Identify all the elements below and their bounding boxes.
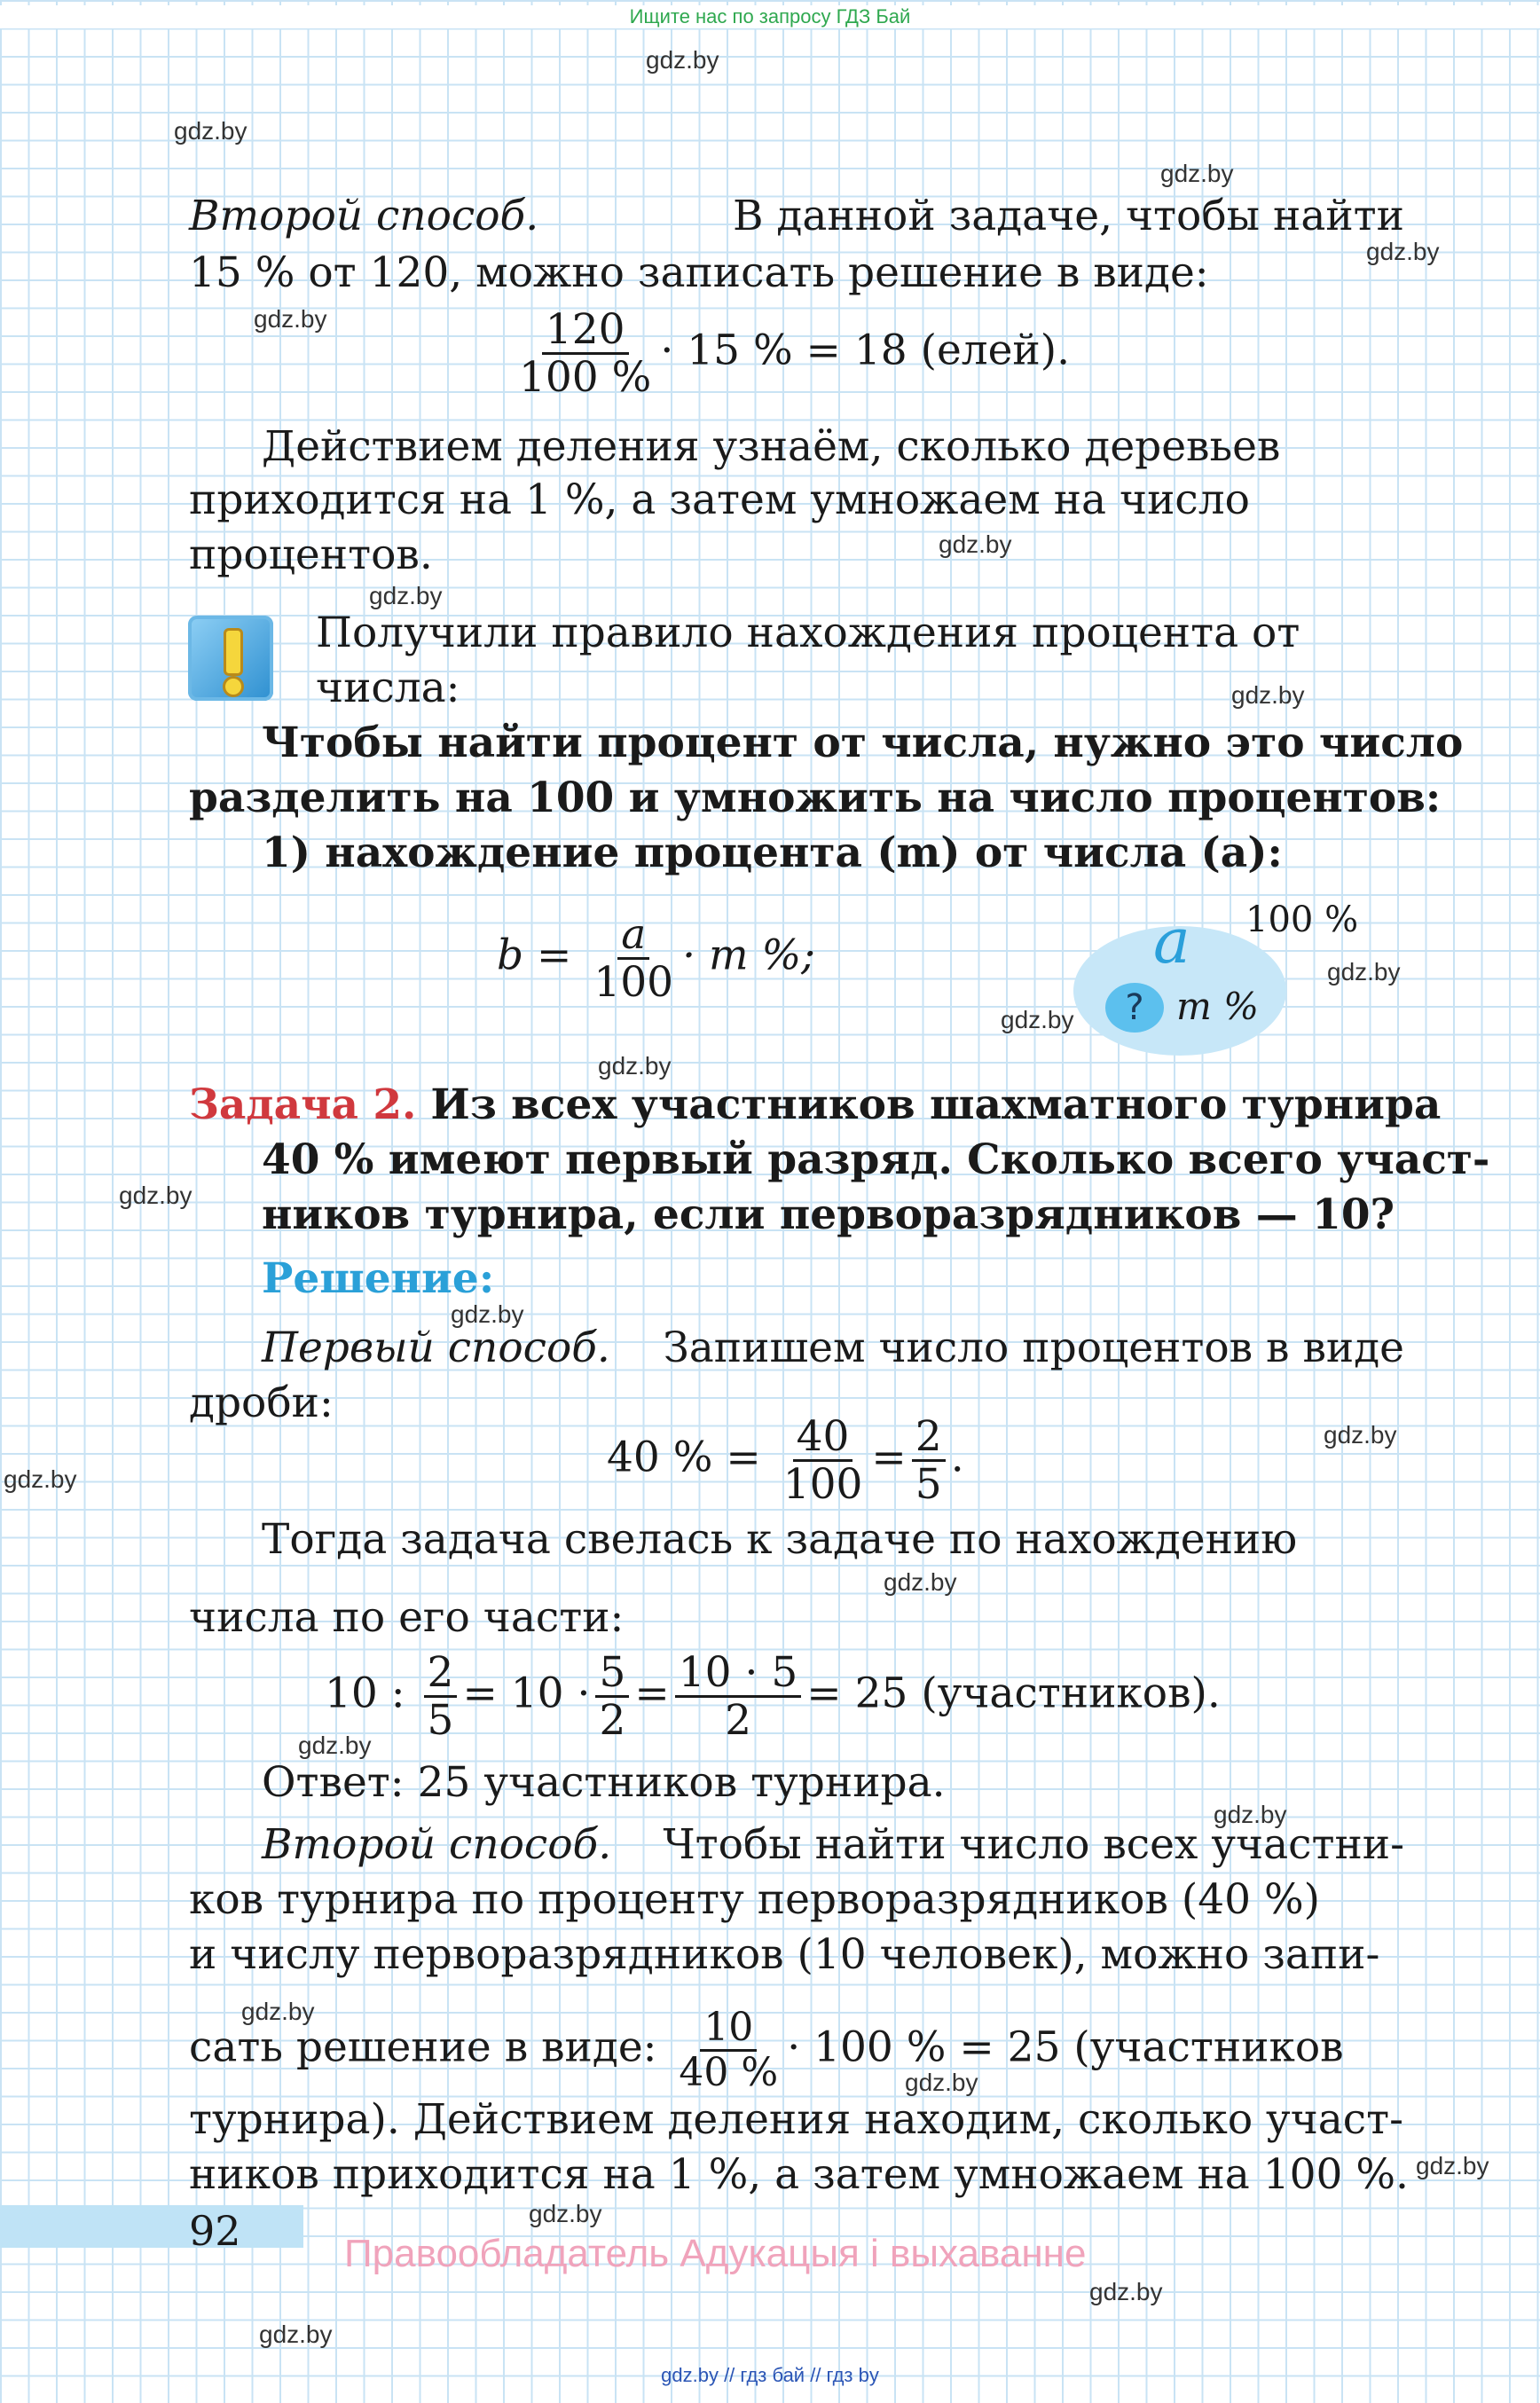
first-way-line1-rest: Запишем число процентов в виде xyxy=(663,1323,1404,1372)
rule-bold-line3: 1) нахождение процента (m) от числа (a): xyxy=(262,828,1283,877)
first-way-line3: Тогда задача свелась к задаче по нахождению xyxy=(262,1515,1298,1564)
task2-line1 xyxy=(189,1080,1442,1129)
fraction xyxy=(912,1412,946,1509)
formula-rule xyxy=(497,910,815,1007)
formula-lhs: b = xyxy=(497,931,572,980)
watermark: gdz.by xyxy=(939,530,1012,558)
numerator: 5 xyxy=(595,1652,629,1698)
watermark: gdz.by xyxy=(1366,238,1440,265)
watermark: gdz.by xyxy=(1089,2278,1163,2305)
numerator: a xyxy=(617,914,649,960)
equals: = xyxy=(871,1433,907,1482)
watermark: gdz.by xyxy=(174,117,248,145)
fraction xyxy=(515,305,655,402)
numerator: 120 xyxy=(542,309,629,355)
second-way-line1-rest: Чтобы найти число всех участни- xyxy=(663,1820,1404,1869)
exclamation-icon xyxy=(188,616,273,701)
watermark: gdz.by xyxy=(259,2321,333,2348)
denominator: 100 % xyxy=(519,353,652,402)
diagram-m: m % xyxy=(1176,985,1260,1028)
watermark: gdz.by xyxy=(598,1052,672,1080)
rule-bold-line1: Чтобы найти процент от числа, нужно это число xyxy=(262,719,1464,767)
watermark: gdz.by xyxy=(241,1998,315,2025)
first-way-lead: Первый способ. xyxy=(262,1323,610,1372)
para2-line2: приходится на 1 %, а затем умножаем на число xyxy=(189,475,1250,524)
denominator: 100 xyxy=(593,958,674,1007)
second-way-lead: Второй способ. xyxy=(189,192,539,240)
rule-bold-line2: разделить на 100 и умножить на число процентов: xyxy=(189,774,1442,822)
numerator: 10 · 5 xyxy=(675,1652,802,1698)
watermark: gdz.by xyxy=(1001,1006,1074,1033)
question-icon: ? xyxy=(1105,983,1164,1033)
calc-part: 10 : xyxy=(325,1669,405,1718)
fraction xyxy=(675,2005,782,2095)
watermark: gdz.by xyxy=(1214,1801,1287,1828)
denominator: 5 xyxy=(427,1696,454,1745)
numerator: 2 xyxy=(912,1416,946,1462)
first-way-line4: числа по его части: xyxy=(189,1593,625,1642)
denominator: 2 xyxy=(725,1696,751,1745)
calc-part: = 25 (участников). xyxy=(806,1669,1221,1718)
watermark: gdz.by xyxy=(884,1568,957,1596)
numerator: 10 xyxy=(700,2008,757,2052)
first-way-line2: дроби: xyxy=(189,1378,334,1427)
watermark: gdz.by xyxy=(1324,1421,1397,1449)
period: . xyxy=(950,1433,964,1482)
task2-label: Задача 2. xyxy=(189,1080,417,1129)
formula-1 xyxy=(510,305,1071,402)
fraction xyxy=(595,1648,629,1745)
page-number: 92 xyxy=(189,2207,241,2255)
denominator: 2 xyxy=(599,1696,626,1745)
denominator: 100 xyxy=(782,1460,863,1509)
second-way-line4 xyxy=(189,2005,1344,2095)
para1-line1 xyxy=(189,192,1404,240)
watermark: gdz.by xyxy=(1160,160,1234,187)
para2-line1: Действием деления узнаём, сколько деревьев xyxy=(262,422,1281,471)
solution-heading: Решение: xyxy=(262,1254,495,1303)
second-way-line6: ников приходится на 1 %, а затем умножаем на 100 %. xyxy=(189,2150,1409,2199)
para2-line3: процентов. xyxy=(189,530,433,579)
rule-line1: Получили правило нахождения процента от xyxy=(316,609,1300,657)
watermark: gdz.by xyxy=(451,1300,524,1328)
watermark: gdz.by xyxy=(1231,681,1305,709)
task2-line2: 40 % имеют первый разряд. Сколько всего участ- xyxy=(262,1135,1490,1184)
diagram-a: a xyxy=(1153,905,1190,978)
fraction xyxy=(675,1648,802,1745)
top-banner: Ищите нас по запросу ГДЗ Бай xyxy=(0,5,1540,28)
numerator: 40 xyxy=(793,1416,853,1462)
second-way-line3: и числу перворазрядников (10 человек), можно запи- xyxy=(189,1930,1380,1979)
watermark: gdz.by xyxy=(4,1465,77,1493)
task2-line3: ников турнира, если перворазрядников — 10? xyxy=(262,1190,1395,1239)
bottom-banner: gdz.by // гдз бай // гдз by xyxy=(661,2364,879,2386)
rule-line2: числа: xyxy=(316,664,460,712)
task2-line1-text: Из всех участников шахматного турнира xyxy=(430,1080,1442,1129)
calc-part: = xyxy=(634,1669,670,1718)
watermark: gdz.by xyxy=(646,46,719,74)
watermark: gdz.by xyxy=(298,1732,372,1759)
para1-line1-rest: В данной задаче, чтобы найти xyxy=(732,192,1404,240)
second-way-line2: ков турнира по проценту перворазрядников (40 %) xyxy=(189,1875,1320,1924)
watermark: gdz.by xyxy=(905,2069,978,2096)
formula-calc xyxy=(325,1648,1221,1745)
line4-part-b: · 100 % = 25 (участников xyxy=(787,2022,1344,2072)
formula-rest: · 15 % = 18 (елей). xyxy=(660,326,1071,375)
watermark: gdz.by xyxy=(254,305,327,333)
fraction xyxy=(780,1412,867,1509)
answer-line: Ответ: 25 участников турнира. xyxy=(262,1758,946,1807)
second-way-line1 xyxy=(262,1820,1404,1869)
watermark: gdz.by xyxy=(1327,958,1401,986)
diagram-hundred: 100 % xyxy=(1245,899,1359,940)
watermark: gdz.by xyxy=(529,2200,602,2227)
watermark: gdz.by xyxy=(119,1182,192,1209)
page-number-band xyxy=(0,2205,303,2248)
first-way-line1 xyxy=(262,1323,1404,1372)
line4-part-a: сать решение в виде: xyxy=(189,2022,657,2072)
numerator: 2 xyxy=(424,1652,458,1698)
fraction xyxy=(424,1648,458,1745)
formula-lhs: 40 % = xyxy=(607,1433,761,1482)
para1-line2: 15 % от 120, можно записать решение в виде: xyxy=(189,248,1209,297)
formula-rest: · m %; xyxy=(682,931,815,980)
formula-40 xyxy=(607,1412,964,1509)
watermark: gdz.by xyxy=(369,582,443,609)
fraction xyxy=(590,910,677,1007)
calc-part: = 10 · xyxy=(462,1669,591,1718)
second-way-lead: Второй способ. xyxy=(262,1820,612,1869)
denominator: 40 % xyxy=(679,2050,779,2095)
copyright-notice: Правообладатель Адукацыя і выхаванне xyxy=(344,2232,1087,2275)
watermark: gdz.by xyxy=(1416,2152,1489,2179)
denominator: 5 xyxy=(915,1460,942,1509)
second-way-line5: турнира). Действием деления находим, сколько участ- xyxy=(189,2095,1404,2144)
